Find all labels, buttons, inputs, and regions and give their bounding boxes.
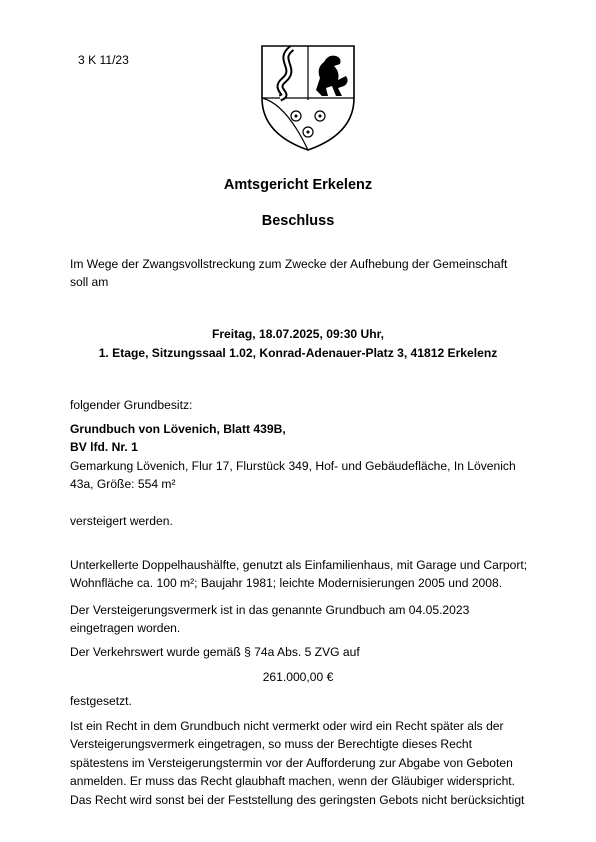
- item-number: BV lfd. Nr. 1: [70, 440, 138, 454]
- court-name: Amtsgericht Erkelenz: [223, 177, 373, 193]
- document-type: Beschluss: [261, 213, 335, 229]
- land-register: Grundbuch von Lövenich, Blatt 439B,: [70, 422, 286, 436]
- parcel-line-2: 43a, Größe: 554 m²: [70, 477, 176, 491]
- auctioned-text: versteigert werden.: [70, 514, 173, 528]
- intro-line-2: soll am: [70, 275, 109, 289]
- rights-line-4: anmelden. Er muss das Recht glaubhaft machen, wenn der Gläubiger widerspricht.: [70, 774, 516, 788]
- parcel-line-1: Gemarkung Lövenich, Flur 17, Flurstück 349, Hof- und Gebäudefläche, In Lövenich: [70, 459, 516, 473]
- auction-date-time: Freitag, 18.07.2025, 09:30 Uhr,: [211, 327, 385, 341]
- description-line-2: Wohnfläche ca. 100 m²; Baujahr 1981; leichte Modernisierungen 2005 und 2008.: [70, 576, 503, 590]
- intro-line-1: Im Wege der Zwangsvollstreckung zum Zwecke der Aufhebung der Gemeinschaft: [70, 257, 508, 271]
- description-line-1: Unterkellerte Doppelhaushälfte, genutzt als Einfamilienhaus, mit Garage und Carport;: [70, 558, 528, 572]
- value-intro: Der Verkehrswert wurde gemäß § 74a Abs. 5 ZVG auf: [70, 645, 360, 659]
- rights-line-1: Ist ein Recht in dem Grundbuch nicht vermerkt oder wird ein Recht später als der: [70, 719, 504, 733]
- auction-location: 1. Etage, Sitzungssaal 1.02, Konrad-Adenauer-Platz 3, 41812 Erkelenz: [98, 346, 498, 360]
- entry-note-line-2: eingetragen worden.: [70, 621, 181, 635]
- entry-note-line-1: Der Versteigerungsvermerk ist in das genannte Grundbuch am 04.05.2023: [70, 603, 470, 617]
- rights-line-5: Das Recht wird sonst bei der Feststellung des geringsten Gebots nicht berücksichtigt: [70, 793, 525, 807]
- rights-line-2: Versteigerungsvermerk eingetragen, so muss der Berechtigte dieses Recht: [70, 737, 472, 751]
- case-number: 3 K 11/23: [78, 53, 129, 67]
- property-intro: folgender Grundbesitz:: [70, 398, 193, 412]
- market-value: 261.000,00 €: [262, 670, 334, 684]
- value-outro: festgesetzt.: [70, 694, 132, 708]
- nrw-coat-of-arms-icon: [258, 38, 358, 154]
- rights-line-3: spätestens im Versteigerungstermin vor der Aufforderung zur Abgabe von Geboten: [70, 756, 513, 770]
